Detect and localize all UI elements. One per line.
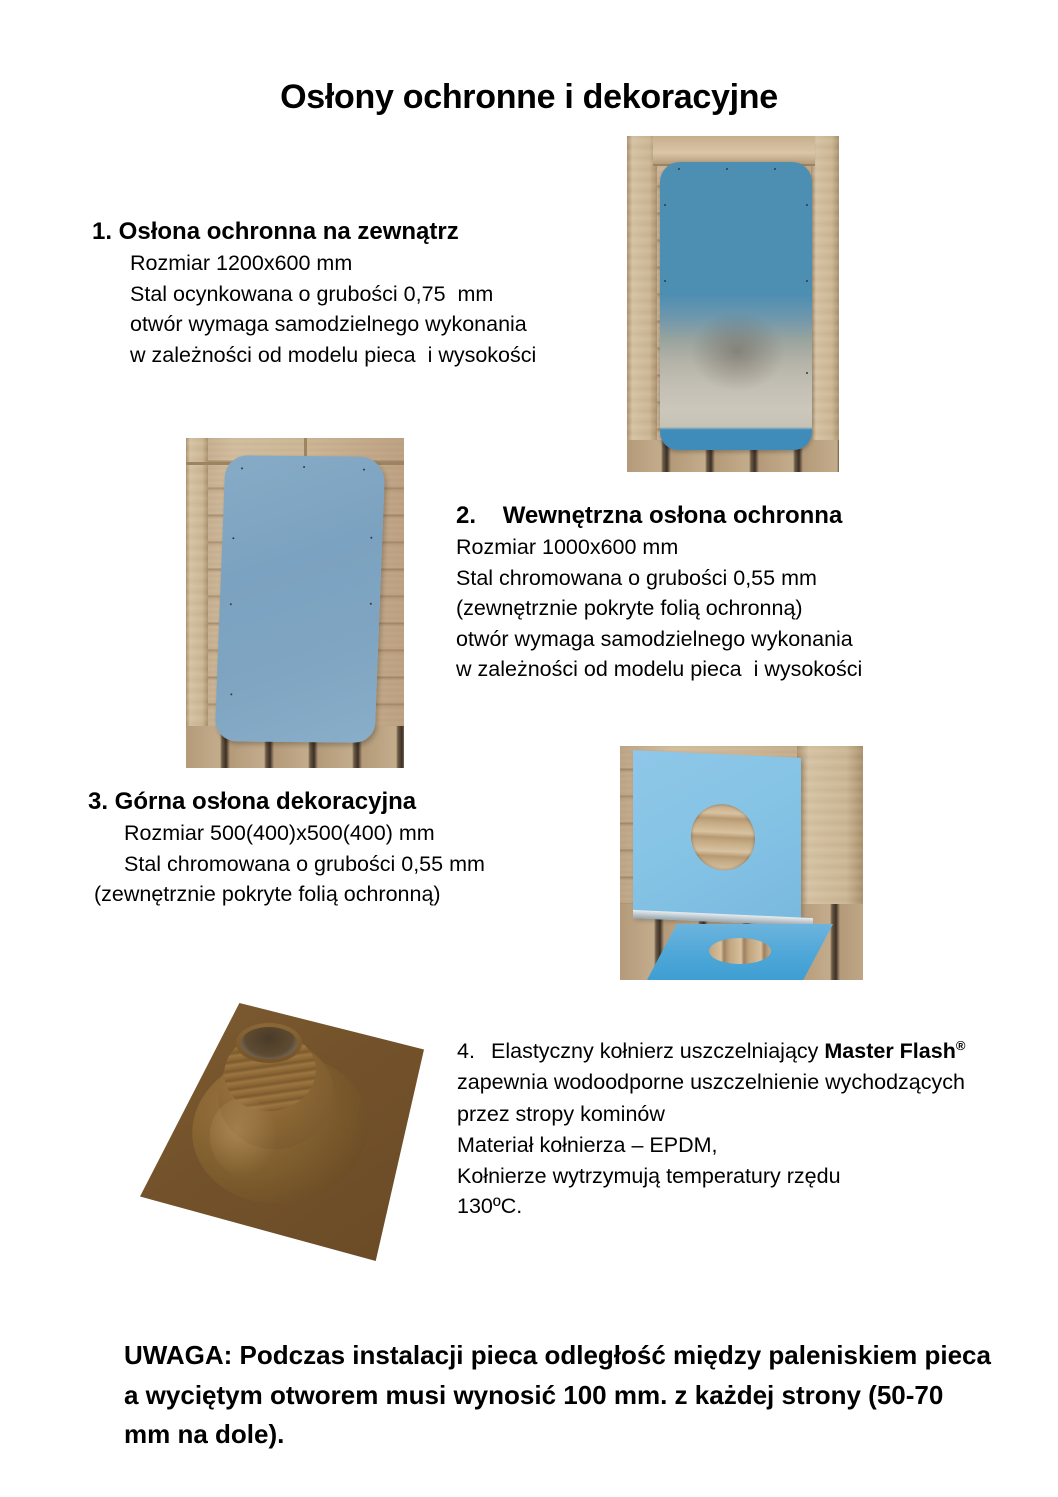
section-1-line-2: Stal ocynkowana o grubości 0,75 mm: [130, 281, 494, 306]
screw-hole: [232, 537, 234, 539]
screw-hole: [230, 693, 232, 695]
flat-decorative-panel: [647, 924, 833, 980]
section-4-paragraph: [457, 1036, 997, 1130]
screw-hole: [774, 168, 776, 170]
section-4-text-before-brand: Elastyczny kołnierz uszczelniający: [491, 1039, 825, 1063]
photo-top-decorative-cover: [620, 746, 863, 980]
section-2-heading: 2. Wewnętrzna osłona ochronna: [456, 502, 843, 529]
screw-hole: [664, 204, 666, 206]
screw-hole: [370, 603, 372, 605]
screw-hole: [664, 280, 666, 282]
circular-cutout: [709, 938, 771, 964]
circular-cutout: [691, 803, 755, 872]
screw-hole: [363, 469, 365, 471]
section-4-text-after-brand: zapewnia wodoodporne uszczelnienie wychodzących przez stropy kominów: [457, 1070, 965, 1126]
wood-post-right: [811, 136, 839, 472]
screw-hole: [241, 467, 243, 469]
screw-hole: [230, 603, 232, 605]
section-1-line-1: Rozmiar 1200x600 mm: [130, 251, 353, 276]
section-1-text: [92, 216, 536, 370]
photo-outer-protective-cover: [627, 136, 839, 472]
section-2-text: [456, 500, 862, 685]
brand-name-master-flash: Master Flash: [824, 1039, 956, 1063]
section-2-line-3: (zewnętrznie pokryte folią ochronną): [456, 596, 803, 621]
screw-hole: [806, 280, 808, 282]
section-2-line-1: Rozmiar 1000x600 mm: [456, 535, 679, 560]
section-3-text: [88, 786, 485, 910]
section-4-line-temperature: Kołnierze wytrzymują temperatury rzędu: [457, 1163, 841, 1188]
screw-hole: [726, 168, 728, 170]
screw-hole: [303, 466, 305, 468]
screw-hole: [370, 537, 372, 539]
section-1-heading: 1. Osłona ochronna na zewnątrz: [92, 218, 459, 245]
section-3-line-1: Rozmiar 500(400)x500(400) mm: [124, 821, 435, 846]
wood-post-left: [627, 136, 657, 472]
section-1-line-4: w zależności od modelu pieca i wysokości: [130, 342, 537, 367]
section-2-line-4: otwór wymaga samodzielnego wykonania: [456, 626, 853, 651]
flashing-bore-opening: [241, 1027, 297, 1059]
page-title: Osłony ochronne i dekoracyjne: [280, 78, 778, 116]
section-4-text: [457, 1036, 997, 1222]
registered-trademark-icon: ®: [955, 1037, 966, 1053]
screw-hole: [678, 168, 680, 170]
section-2-line-2: Stal chromowana o grubości 0,55 mm: [456, 565, 817, 590]
chrome-steel-panel: [215, 455, 386, 743]
panel-smudge: [690, 312, 785, 392]
wood-post-left: [186, 438, 208, 768]
installation-warning-note: UWAGA: Podczas instalacji pieca odległość między paleniskiem pieca a wyciętym otworem musi wynosić 100 mm. z każdej strony (50-70 mm na dole).: [124, 1340, 991, 1450]
screw-hole: [806, 372, 808, 374]
photo-master-flash-flashing: [140, 1003, 424, 1261]
screw-hole: [806, 204, 808, 206]
section-1-line-3: otwór wymaga samodzielnego wykonania: [130, 312, 527, 337]
section-4-line-temperature-value: 130ºC.: [457, 1194, 523, 1219]
upright-decorative-panel: [633, 750, 801, 926]
galvanized-steel-panel: [660, 162, 812, 450]
section-3-heading: 3. Górna osłona dekoracyjna: [88, 788, 417, 815]
section-3-line-3: (zewnętrznie pokryte folią ochronną): [94, 882, 441, 907]
section-4-line-material: Materiał kołnierza – EPDM,: [457, 1133, 718, 1158]
section-3-line-2: Stal chromowana o grubości 0,55 mm: [124, 851, 485, 876]
photo-inner-protective-cover: [186, 438, 404, 768]
section-4-number: 4.: [457, 1039, 475, 1063]
section-2-line-5: w zależności od modelu pieca i wysokości: [456, 657, 863, 682]
